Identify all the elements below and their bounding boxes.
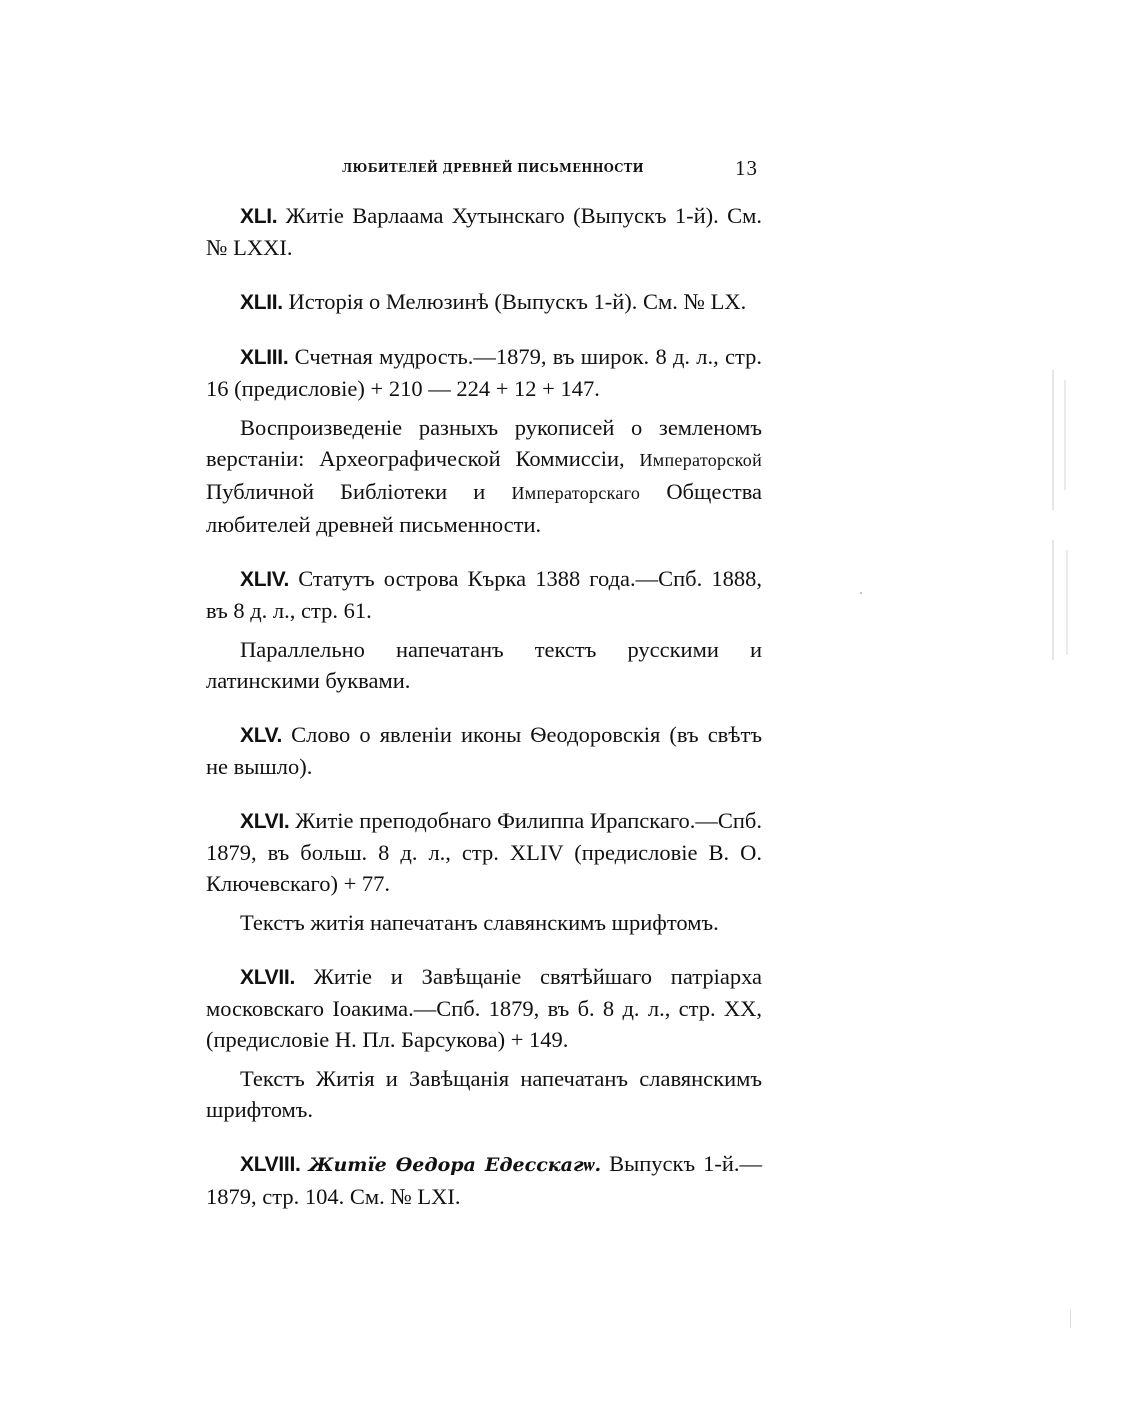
entry-xliv — [206, 563, 762, 696]
scan-artifact — [1064, 380, 1066, 490]
entry-number: XLVIII. — [240, 1153, 301, 1176]
entry-xlv — [206, 719, 762, 782]
entry-text — [206, 961, 762, 1055]
page-number: 13 — [735, 156, 758, 180]
entry-text — [206, 1148, 762, 1212]
entry-xliii — [206, 341, 762, 540]
running-title: ЛЮБИТЕЛЕЙ ДРЕВНЕЙ ПИСЬМЕННОСТИ — [342, 160, 644, 175]
running-head — [206, 150, 762, 186]
scan-artifact — [860, 592, 862, 594]
entry-description: Житiе преподобнаго Филиппа Ирапскаго.—Спб. 1879, въ больш. 8 д. л., стр. XLIV (предисловiе В. О. Ключевскаго) + 77. — [206, 808, 763, 896]
entry-text — [206, 719, 762, 782]
note-smallcaps: Императорскаго — [511, 483, 641, 503]
entry-xlvi — [206, 805, 762, 938]
entry-note: Текстъ Житiя и Завѣщанiя напечатанъ славянскимъ шрифтомъ. — [206, 1066, 762, 1122]
entry-number: XLII. — [240, 291, 283, 314]
scan-artifact — [1070, 1310, 1071, 1328]
scan-artifact — [1066, 550, 1068, 655]
entry-xlvii — [206, 961, 762, 1125]
entry-text — [206, 341, 762, 404]
entry-note — [206, 412, 762, 540]
entry-number: XLIV. — [240, 568, 290, 591]
entry-description: Житiе и Завѣщанiе святѣйшаго патрiарха московскаго Iоакима.—Спб. 1879, въ б. 8 д. л., стр. XX, (предисловiе Н. Пл. Барсукова) + 149. — [206, 964, 763, 1052]
entry-description: Исторiя о Мелюзинѣ (Выпускъ 1-й). См. № LX. — [288, 289, 747, 314]
scan-artifact — [1052, 540, 1054, 660]
entry-description: Счетная мудрость.—1879, въ широк. 8 д. л., стр. 16 (предисловiе) + 210 — 224 + 12 + 147. — [206, 344, 762, 401]
entry-description: Слово о явленiи иконы Ѳеодоровскiя (въ свѣтъ не вышло). — [206, 722, 762, 779]
scan-artifact — [1052, 370, 1054, 510]
note-text: Воспроизведенiе разныхъ рукописей о земленомъ верстанiи: Археографической Коммиссiи, — [206, 415, 762, 471]
entry-text — [206, 805, 762, 899]
entry-number: XLV. — [240, 724, 282, 747]
entry-description: Выпускъ 1-й.—1879, стр. 104. См. № LXI. — [206, 1151, 763, 1209]
entry-xli — [206, 200, 762, 263]
entry-number: XLVII. — [240, 966, 295, 989]
entry-note: Параллельно напечатанъ текстъ русскими и латинскими буквами. — [206, 637, 762, 693]
entry-text — [206, 200, 762, 263]
entry-xlii — [206, 286, 762, 318]
entry-number: XLVI. — [240, 810, 290, 833]
entry-text — [206, 563, 762, 626]
entry-number: XLIII. — [240, 346, 289, 369]
entry-description: Статутъ острова Кърка 1388 года.—Спб. 1888, въ 8 д. л., стр. 61. — [206, 566, 762, 623]
note-text: Общества любителей древней письменности. — [206, 479, 763, 537]
slavonic-title: Житїе Ѳедора Едесскагѡ. — [308, 1154, 602, 1176]
book-page — [206, 150, 762, 1235]
note-text: Публичной Библiотеки и — [206, 479, 486, 504]
entry-number: XLI. — [240, 205, 278, 228]
entry-description: Житiе Варлаама Хутынскаго (Выпускъ 1-й). См. № LXXI. — [206, 203, 762, 260]
entry-xlviii — [206, 1148, 762, 1212]
entry-text — [206, 286, 762, 318]
entry-note: Текстъ житiя напечатанъ славянскимъ шрифтомъ. — [240, 910, 719, 935]
note-smallcaps: Императорской — [639, 450, 763, 470]
